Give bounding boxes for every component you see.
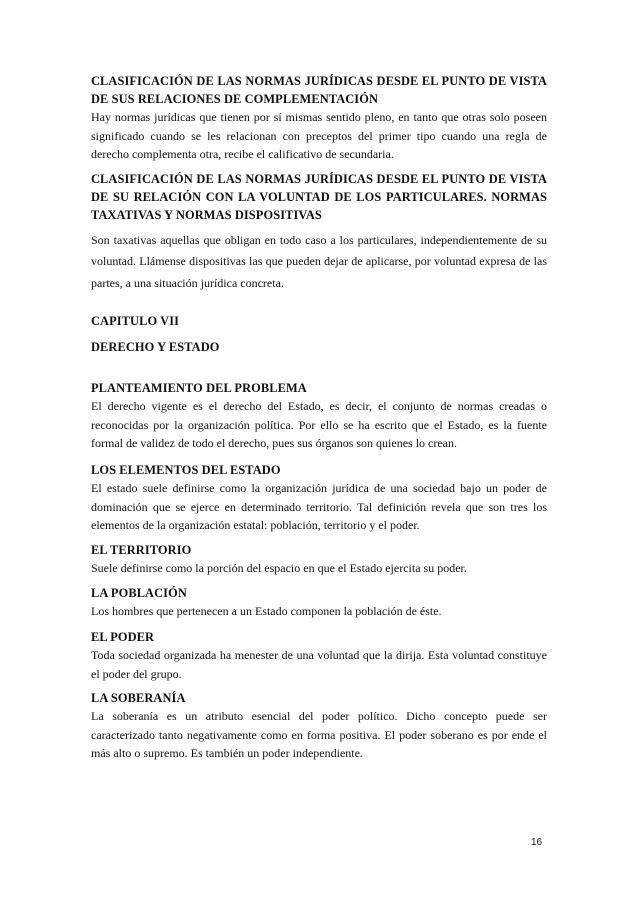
section-complementacion xyxy=(91,72,547,164)
section-body: El derecho vigente es el derecho del Estado, es decir, el conjunto de normas creadas o reconocidas por la organización política. Por ello se ha escrito que el Estado, es la fuente formal de validez de todo el derecho, pues sus órganos son quienes lo crean. xyxy=(91,399,547,450)
chapter-title xyxy=(91,338,220,356)
chapter-number xyxy=(91,312,179,330)
section-soberania xyxy=(91,689,547,763)
section-poblacion xyxy=(91,584,442,621)
section-body: Toda sociedad organizada ha menester de una voluntad que la dirija. Esta voluntad constituye el poder del grupo. xyxy=(91,648,547,681)
section-heading: EL TERRITORIO xyxy=(91,543,192,557)
section-voluntad xyxy=(91,170,547,294)
section-heading: EL PODER xyxy=(91,630,155,644)
chapter-title-heading: DERECHO Y ESTADO xyxy=(91,340,220,354)
section-body: La soberanía es un atributo esencial del poder político. Dicho concepto puede ser caracterizado tanto negativamente como en forma positiva. El poder soberano es por ende el más alto o supremo. Es también un poder independiente. xyxy=(91,709,547,760)
section-heading: CLASIFICACIÓN DE LAS NORMAS JURÍDICAS DESDE EL PUNTO DE VISTA DE SU RELACIÓN CON LA VOLUNTAD DE LOS PARTICULARES. NORMAS TAXATIVAS Y NORMAS DISPOSITIVAS xyxy=(91,172,547,222)
section-heading: LOS ELEMENTOS DEL ESTADO xyxy=(91,463,281,477)
section-elementos xyxy=(91,461,547,535)
page-number: 16 xyxy=(531,837,543,848)
chapter-heading: CAPITULO VII xyxy=(91,314,180,328)
section-body: Hay normas jurídicas que tienen por sí mismas sentido pleno, en tanto que otras solo poseen significado cuando se les relacionan con preceptos del primer tipo cuando una regla de derecho complementa otra, recibe el calificativo de secundaria. xyxy=(91,110,547,161)
section-heading: PLANTEAMIENTO DEL PROBLEMA xyxy=(91,381,307,395)
section-planteamiento xyxy=(91,379,547,453)
section-heading: LA SOBERANÍA xyxy=(91,691,186,705)
section-body: Son taxativas aquellas que obligan en todo caso a los particulares, independientemente de su voluntad. Llámense dispositivas las que pueden dejar de aplicarse, por voluntad expresa de las partes, a una situación jurídica concreta. xyxy=(91,233,547,290)
section-poder xyxy=(91,628,547,683)
section-body: Los hombres que pertenecen a un Estado componen la población de éste. xyxy=(91,604,442,618)
section-heading: CLASIFICACIÓN DE LAS NORMAS JURÍDICAS DESDE EL PUNTO DE VISTA DE SUS RELACIONES DE COMPLEMENTACIÓN xyxy=(91,74,547,106)
section-body: Suele definirse como la porción del espacio en que el Estado ejercita su poder. xyxy=(91,561,467,575)
section-territorio xyxy=(91,541,467,578)
section-body: El estado suele definirse como la organización jurídica de una sociedad bajo un poder de dominación que se ejerce en determinado territorio. Tal definición revela que son tres los elementos de la organización estatal: población, territorio y el poder. xyxy=(91,481,547,532)
section-heading: LA POBLACIÓN xyxy=(91,586,187,600)
